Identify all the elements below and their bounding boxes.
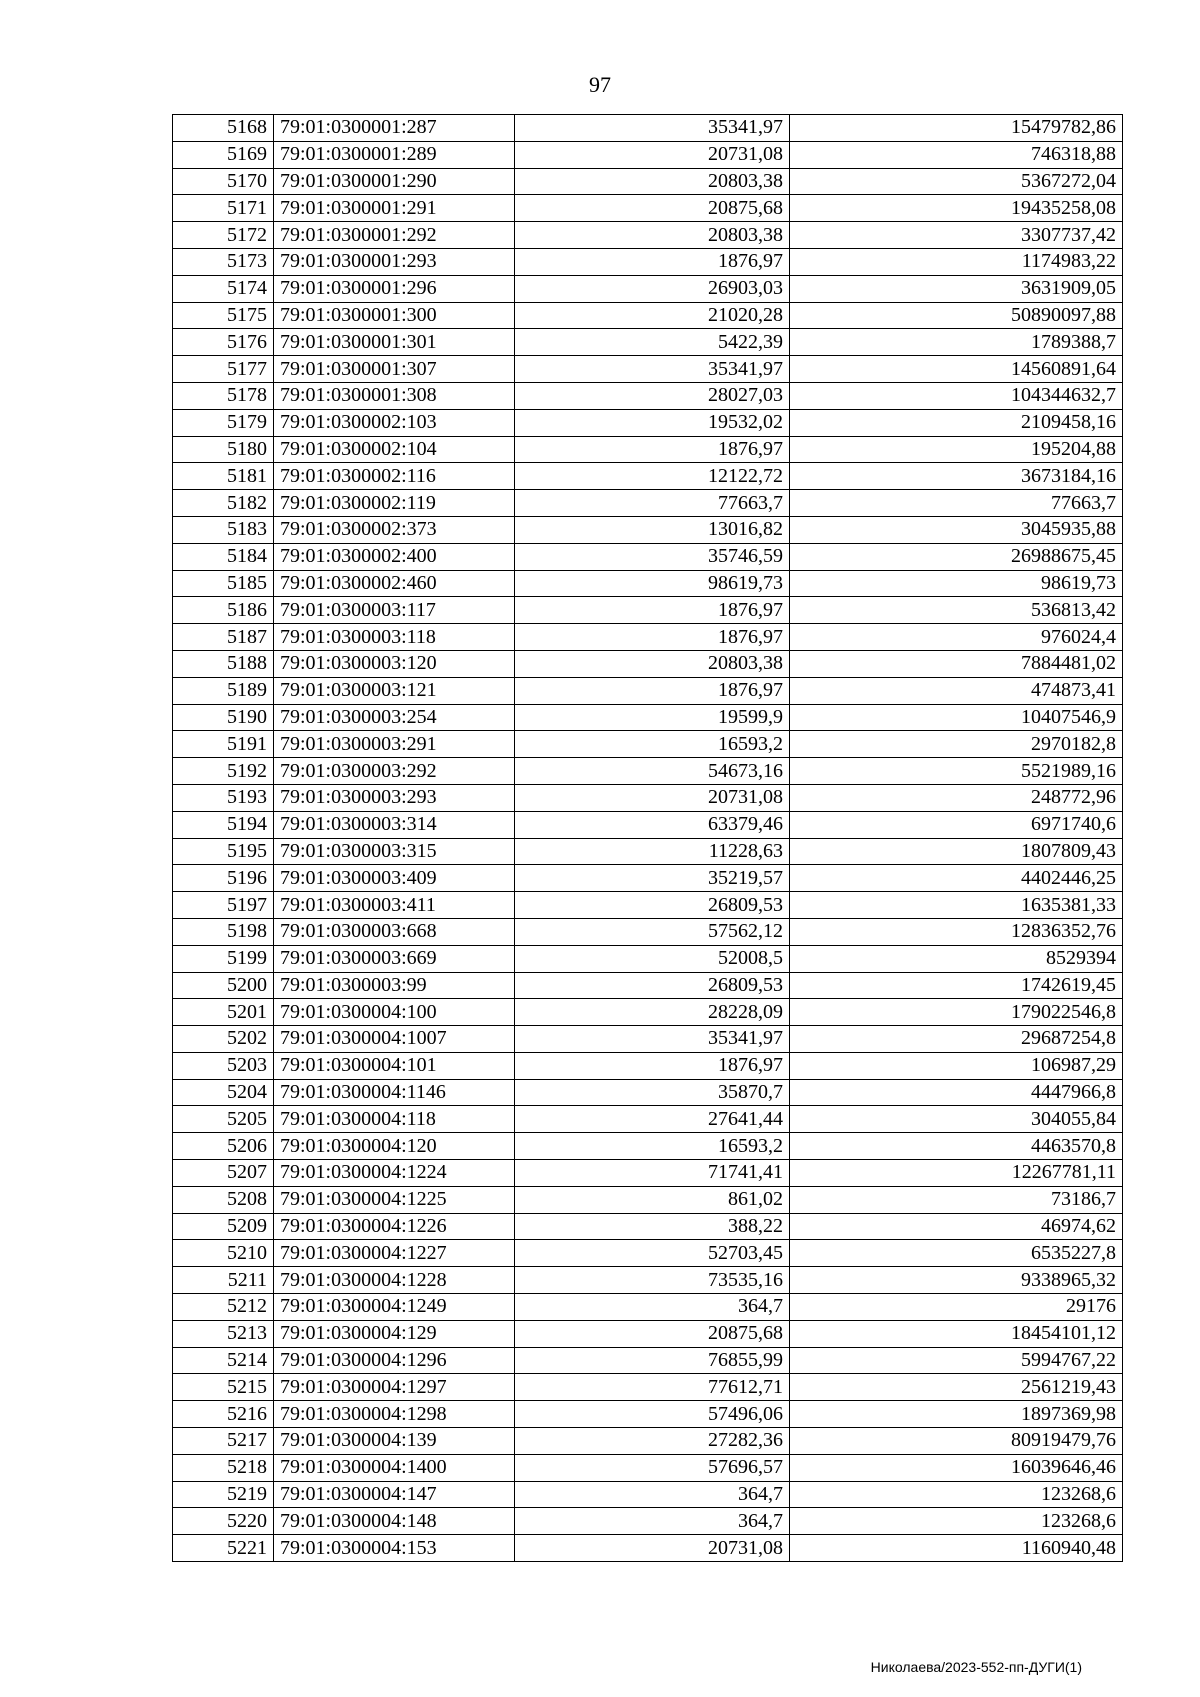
table-row [173,704,1123,731]
value-cell: 248772,96 [790,784,1123,811]
value-cell: 6535227,8 [790,1240,1123,1267]
table-row [173,784,1123,811]
area-cell: 71741,41 [515,1160,790,1187]
row-number-cell: 5193 [173,784,274,811]
row-number-cell: 5183 [173,516,274,543]
table-row [173,597,1123,624]
area-cell: 57562,12 [515,918,790,945]
row-number-cell: 5180 [173,436,274,463]
value-cell: 7884481,02 [790,650,1123,677]
value-cell: 106987,29 [790,1052,1123,1079]
area-cell: 26903,03 [515,275,790,302]
area-cell: 52703,45 [515,1240,790,1267]
row-number-cell: 5201 [173,999,274,1026]
area-cell: 27282,36 [515,1428,790,1455]
row-number-cell: 5203 [173,1052,274,1079]
table-row [173,1240,1123,1267]
table-row [173,1079,1123,1106]
area-cell: 1876,97 [515,677,790,704]
row-number-cell: 5178 [173,382,274,409]
row-number-cell: 5213 [173,1320,274,1347]
row-number-cell: 5181 [173,463,274,490]
cadastral-number-cell: 79:01:0300002:119 [274,490,515,517]
area-cell: 35746,59 [515,543,790,570]
row-number-cell: 5171 [173,195,274,222]
cadastral-number-cell: 79:01:0300003:314 [274,811,515,838]
cadastral-number-cell: 79:01:0300003:120 [274,650,515,677]
row-number-cell: 5185 [173,570,274,597]
table-row [173,543,1123,570]
area-cell: 26809,53 [515,892,790,919]
cadastral-number-cell: 79:01:0300002:116 [274,463,515,490]
cadastral-number-cell: 79:01:0300003:99 [274,972,515,999]
value-cell: 4463570,8 [790,1133,1123,1160]
table-row [173,945,1123,972]
cadastral-value-table [172,114,1123,1562]
row-number-cell: 5177 [173,356,274,383]
table-row [173,356,1123,383]
area-cell: 57496,06 [515,1401,790,1428]
value-cell: 2109458,16 [790,409,1123,436]
row-number-cell: 5214 [173,1347,274,1374]
cadastral-number-cell: 79:01:0300001:308 [274,382,515,409]
cadastral-number-cell: 79:01:0300001:292 [274,222,515,249]
cadastral-number-cell: 79:01:0300003:292 [274,758,515,785]
value-cell: 5367272,04 [790,168,1123,195]
row-number-cell: 5204 [173,1079,274,1106]
value-cell: 3673184,16 [790,463,1123,490]
value-cell: 5521989,16 [790,758,1123,785]
table-row [173,811,1123,838]
value-cell: 9338965,32 [790,1267,1123,1294]
cadastral-number-cell: 79:01:0300004:148 [274,1508,515,1535]
cadastral-number-cell: 79:01:0300003:411 [274,892,515,919]
value-cell: 536813,42 [790,597,1123,624]
table-row [173,624,1123,651]
row-number-cell: 5184 [173,543,274,570]
row-number-cell: 5190 [173,704,274,731]
value-cell: 195204,88 [790,436,1123,463]
row-number-cell: 5189 [173,677,274,704]
value-cell: 29687254,8 [790,1026,1123,1053]
cadastral-number-cell: 79:01:0300003:669 [274,945,515,972]
area-cell: 35341,97 [515,356,790,383]
table-row [173,677,1123,704]
table-row [173,409,1123,436]
value-cell: 3307737,42 [790,222,1123,249]
table-row [173,1294,1123,1321]
area-cell: 20875,68 [515,1320,790,1347]
table-row [173,1320,1123,1347]
row-number-cell: 5170 [173,168,274,195]
cadastral-number-cell: 79:01:0300001:287 [274,115,515,142]
table-row [173,731,1123,758]
table-row [173,222,1123,249]
table-row [173,463,1123,490]
cadastral-number-cell: 79:01:0300001:301 [274,329,515,356]
area-cell: 52008,5 [515,945,790,972]
row-number-cell: 5209 [173,1213,274,1240]
table-row [173,1481,1123,1508]
cadastral-number-cell: 79:01:0300004:100 [274,999,515,1026]
cadastral-number-cell: 79:01:0300002:400 [274,543,515,570]
value-cell: 29176 [790,1294,1123,1321]
value-cell: 123268,6 [790,1481,1123,1508]
value-cell: 474873,41 [790,677,1123,704]
area-cell: 12122,72 [515,463,790,490]
table-row [173,570,1123,597]
row-number-cell: 5172 [173,222,274,249]
table-row [173,892,1123,919]
row-number-cell: 5175 [173,302,274,329]
table-row [173,1347,1123,1374]
value-cell: 1635381,33 [790,892,1123,919]
area-cell: 11228,63 [515,838,790,865]
value-cell: 46974,62 [790,1213,1123,1240]
cadastral-number-cell: 79:01:0300004:1400 [274,1454,515,1481]
table-row [173,168,1123,195]
row-number-cell: 5215 [173,1374,274,1401]
cadastral-number-cell: 79:01:0300004:153 [274,1535,515,1562]
value-cell: 1742619,45 [790,972,1123,999]
value-cell: 19435258,08 [790,195,1123,222]
table-row [173,1213,1123,1240]
value-cell: 18454101,12 [790,1320,1123,1347]
area-cell: 1876,97 [515,624,790,651]
value-cell: 179022546,8 [790,999,1123,1026]
area-cell: 364,7 [515,1481,790,1508]
value-cell: 80919479,76 [790,1428,1123,1455]
row-number-cell: 5217 [173,1428,274,1455]
row-number-cell: 5196 [173,865,274,892]
row-number-cell: 5169 [173,141,274,168]
value-cell: 976024,4 [790,624,1123,651]
row-number-cell: 5218 [173,1454,274,1481]
table-row [173,195,1123,222]
table-row [173,248,1123,275]
cadastral-number-cell: 79:01:0300004:1225 [274,1186,515,1213]
value-cell: 2970182,8 [790,731,1123,758]
area-cell: 1876,97 [515,1052,790,1079]
area-cell: 20731,08 [515,141,790,168]
row-number-cell: 5194 [173,811,274,838]
cadastral-number-cell: 79:01:0300003:409 [274,865,515,892]
cadastral-number-cell: 79:01:0300002:460 [274,570,515,597]
row-number-cell: 5168 [173,115,274,142]
value-cell: 98619,73 [790,570,1123,597]
area-cell: 57696,57 [515,1454,790,1481]
value-cell: 3631909,05 [790,275,1123,302]
row-number-cell: 5199 [173,945,274,972]
row-number-cell: 5198 [173,918,274,945]
area-cell: 35870,7 [515,1079,790,1106]
page-number: 97 [589,72,611,97]
area-cell: 20803,38 [515,222,790,249]
area-cell: 28027,03 [515,382,790,409]
row-number-cell: 5176 [173,329,274,356]
value-cell: 4402446,25 [790,865,1123,892]
row-number-cell: 5195 [173,838,274,865]
area-cell: 26809,53 [515,972,790,999]
area-cell: 54673,16 [515,758,790,785]
row-number-cell: 5219 [173,1481,274,1508]
value-cell: 2561219,43 [790,1374,1123,1401]
cadastral-number-cell: 79:01:0300004:1228 [274,1267,515,1294]
area-cell: 27641,44 [515,1106,790,1133]
cadastral-number-cell: 79:01:0300002:104 [274,436,515,463]
table-row [173,275,1123,302]
table-row [173,141,1123,168]
row-number-cell: 5174 [173,275,274,302]
row-number-cell: 5182 [173,490,274,517]
row-number-cell: 5187 [173,624,274,651]
table-row [173,1454,1123,1481]
table-row [173,516,1123,543]
value-cell: 1807809,43 [790,838,1123,865]
area-cell: 28228,09 [515,999,790,1026]
table-row [173,1535,1123,1562]
row-number-cell: 5208 [173,1186,274,1213]
value-cell: 6971740,6 [790,811,1123,838]
area-cell: 20803,38 [515,650,790,677]
value-cell: 1174983,22 [790,248,1123,275]
value-cell: 1897369,98 [790,1401,1123,1428]
row-number-cell: 5220 [173,1508,274,1535]
table-row [173,1133,1123,1160]
area-cell: 364,7 [515,1508,790,1535]
cadastral-number-cell: 79:01:0300001:307 [274,356,515,383]
row-number-cell: 5211 [173,1267,274,1294]
area-cell: 1876,97 [515,248,790,275]
area-cell: 16593,2 [515,1133,790,1160]
area-cell: 21020,28 [515,302,790,329]
area-cell: 19532,02 [515,409,790,436]
area-cell: 364,7 [515,1294,790,1321]
table-row [173,918,1123,945]
cadastral-number-cell: 79:01:0300001:291 [274,195,515,222]
cadastral-number-cell: 79:01:0300004:1249 [274,1294,515,1321]
area-cell: 20875,68 [515,195,790,222]
cadastral-number-cell: 79:01:0300003:315 [274,838,515,865]
cadastral-number-cell: 79:01:0300004:1298 [274,1401,515,1428]
cadastral-number-cell: 79:01:0300003:291 [274,731,515,758]
cadastral-number-cell: 79:01:0300003:118 [274,624,515,651]
area-cell: 20803,38 [515,168,790,195]
area-cell: 16593,2 [515,731,790,758]
value-cell: 5994767,22 [790,1347,1123,1374]
value-cell: 26988675,45 [790,543,1123,570]
cadastral-number-cell: 79:01:0300001:289 [274,141,515,168]
cadastral-number-cell: 79:01:0300003:121 [274,677,515,704]
table-row [173,329,1123,356]
cadastral-number-cell: 79:01:0300002:373 [274,516,515,543]
table-row [173,1374,1123,1401]
cadastral-number-cell: 79:01:0300004:1007 [274,1026,515,1053]
area-cell: 35219,57 [515,865,790,892]
value-cell: 16039646,46 [790,1454,1123,1481]
area-cell: 73535,16 [515,1267,790,1294]
cadastral-number-cell: 79:01:0300001:300 [274,302,515,329]
table-row [173,758,1123,785]
row-number-cell: 5202 [173,1026,274,1053]
row-number-cell: 5179 [173,409,274,436]
area-cell: 77663,7 [515,490,790,517]
cadastral-number-cell: 79:01:0300001:293 [274,248,515,275]
area-cell: 20731,08 [515,784,790,811]
cadastral-number-cell: 79:01:0300003:117 [274,597,515,624]
row-number-cell: 5210 [173,1240,274,1267]
table-row [173,1160,1123,1187]
row-number-cell: 5200 [173,972,274,999]
row-number-cell: 5197 [173,892,274,919]
value-cell: 123268,6 [790,1508,1123,1535]
value-cell: 12267781,11 [790,1160,1123,1187]
row-number-cell: 5191 [173,731,274,758]
row-number-cell: 5188 [173,650,274,677]
table-row [173,1267,1123,1294]
area-cell: 5422,39 [515,329,790,356]
cadastral-number-cell: 79:01:0300004:1146 [274,1079,515,1106]
table-body [173,115,1123,1562]
row-number-cell: 5212 [173,1294,274,1321]
cadastral-number-cell: 79:01:0300004:1227 [274,1240,515,1267]
table-row [173,1106,1123,1133]
value-cell: 73186,7 [790,1186,1123,1213]
area-cell: 20731,08 [515,1535,790,1562]
table-row [173,1026,1123,1053]
document-footer-id: Николаева/2023-552-пп-ДУГИ(1) [870,1659,1082,1675]
area-cell: 98619,73 [515,570,790,597]
table-row [173,1401,1123,1428]
table-row [173,490,1123,517]
table-row [173,382,1123,409]
value-cell: 12836352,76 [790,918,1123,945]
value-cell: 77663,7 [790,490,1123,517]
value-cell: 746318,88 [790,141,1123,168]
area-cell: 19599,9 [515,704,790,731]
table-row [173,1052,1123,1079]
value-cell: 3045935,88 [790,516,1123,543]
cadastral-number-cell: 79:01:0300004:118 [274,1106,515,1133]
area-cell: 13016,82 [515,516,790,543]
value-cell: 1789388,7 [790,329,1123,356]
value-cell: 304055,84 [790,1106,1123,1133]
value-cell: 50890097,88 [790,302,1123,329]
cadastral-number-cell: 79:01:0300004:1224 [274,1160,515,1187]
cadastral-number-cell: 79:01:0300004:120 [274,1133,515,1160]
cadastral-number-cell: 79:01:0300004:147 [274,1481,515,1508]
cadastral-number-cell: 79:01:0300002:103 [274,409,515,436]
area-cell: 1876,97 [515,597,790,624]
cadastral-number-cell: 79:01:0300004:1297 [274,1374,515,1401]
value-cell: 15479782,86 [790,115,1123,142]
table-row [173,865,1123,892]
cadastral-number-cell: 79:01:0300001:296 [274,275,515,302]
table-row [173,1428,1123,1455]
table-row [173,999,1123,1026]
area-cell: 77612,71 [515,1374,790,1401]
row-number-cell: 5186 [173,597,274,624]
value-cell: 1160940,48 [790,1535,1123,1562]
cadastral-number-cell: 79:01:0300004:139 [274,1428,515,1455]
table-row [173,1186,1123,1213]
cadastral-number-cell: 79:01:0300004:1296 [274,1347,515,1374]
table-row [173,302,1123,329]
cadastral-number-cell: 79:01:0300004:129 [274,1320,515,1347]
area-cell: 35341,97 [515,1026,790,1053]
table-row [173,838,1123,865]
cadastral-number-cell: 79:01:0300001:290 [274,168,515,195]
row-number-cell: 5206 [173,1133,274,1160]
value-cell: 104344632,7 [790,382,1123,409]
row-number-cell: 5221 [173,1535,274,1562]
area-cell: 76855,99 [515,1347,790,1374]
value-cell: 8529394 [790,945,1123,972]
cadastral-number-cell: 79:01:0300004:101 [274,1052,515,1079]
table-row [173,972,1123,999]
cadastral-number-cell: 79:01:0300003:293 [274,784,515,811]
cadastral-number-cell: 79:01:0300003:254 [274,704,515,731]
area-cell: 1876,97 [515,436,790,463]
table-row [173,436,1123,463]
row-number-cell: 5205 [173,1106,274,1133]
value-cell: 4447966,8 [790,1079,1123,1106]
table-row [173,115,1123,142]
row-number-cell: 5173 [173,248,274,275]
table-row [173,650,1123,677]
cadastral-number-cell: 79:01:0300003:668 [274,918,515,945]
table-row [173,1508,1123,1535]
area-cell: 63379,46 [515,811,790,838]
area-cell: 861,02 [515,1186,790,1213]
row-number-cell: 5192 [173,758,274,785]
cadastral-number-cell: 79:01:0300004:1226 [274,1213,515,1240]
value-cell: 14560891,64 [790,356,1123,383]
value-cell: 10407546,9 [790,704,1123,731]
row-number-cell: 5207 [173,1160,274,1187]
row-number-cell: 5216 [173,1401,274,1428]
area-cell: 388,22 [515,1213,790,1240]
area-cell: 35341,97 [515,115,790,142]
